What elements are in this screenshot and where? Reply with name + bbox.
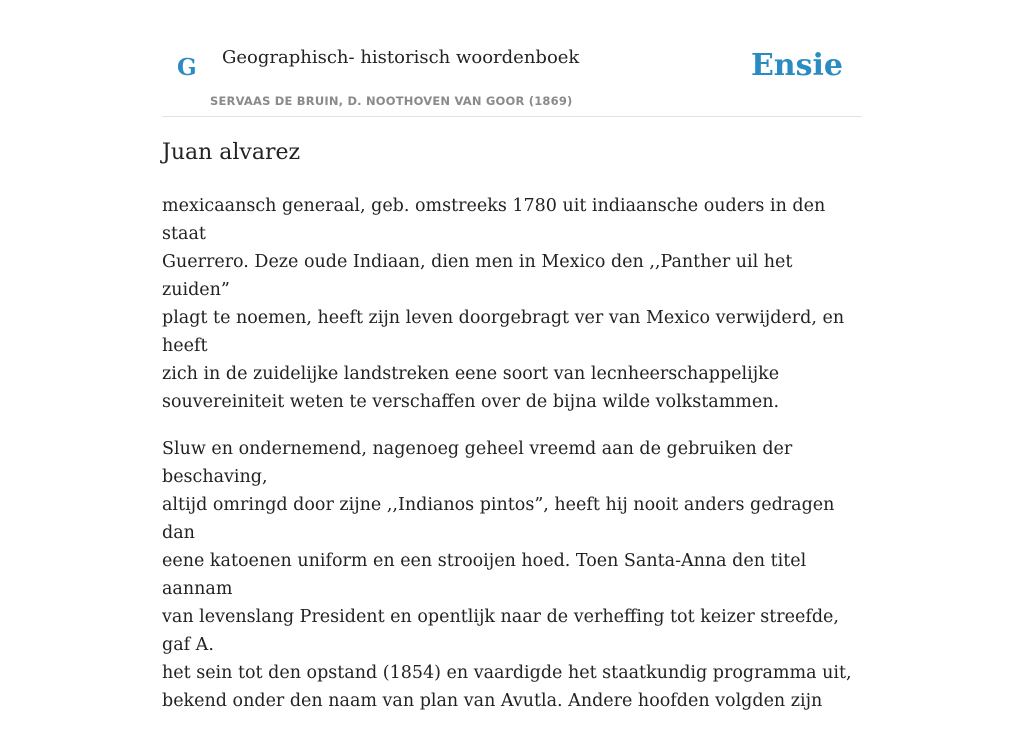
entry-title: Juan alvarez bbox=[162, 140, 301, 165]
entry-paragraph: mexicaansch generaal, geb. omstreeks 1780 uit indiaansche ouders in den staat Guerrero. Deze oude Indiaan, dien men in Mexico den ,,Panther uil het zuiden” plagt te noemen, heeft zijn leven doorgebragt ver van Mexico verwijderd, en heeft zich in de zuidelijke landstreken eene soort van lecnheerschappelijke souvereiniteit weten te verschaffen over de bijna wilde volkstammen. bbox=[162, 196, 845, 412]
ensie-logo[interactable]: Ensie bbox=[750, 48, 843, 83]
entry-body bbox=[162, 192, 862, 734]
book-logo-icon[interactable]: G bbox=[177, 54, 197, 81]
entry-paragraph: Sluw en ondernemend, nagenoeg geheel vreemd aan de gebruiken der beschaving, altijd omringd door zijne ,,Indianos pintos”, heeft hij nooit anders gedragen dan eene katoenen uniform en een strooijen hoed. Toen Santa-Anna den titel aannam van levenslang President en opentlijk naar de verheffing tot keizer streefde, gaf A. het sein tot den opstand (1854) en vaardigde het staatkundig programma uit, bekend onder den naam van plan van Avutla. Andere hoofden volgden zijn bbox=[162, 439, 852, 711]
book-header bbox=[162, 0, 862, 117]
book-title-link[interactable]: Geographisch- historisch woordenboek bbox=[222, 47, 580, 68]
book-author: SERVAAS DE BRUIN, D. NOOTHOVEN VAN GOOR (1869) bbox=[210, 94, 573, 108]
